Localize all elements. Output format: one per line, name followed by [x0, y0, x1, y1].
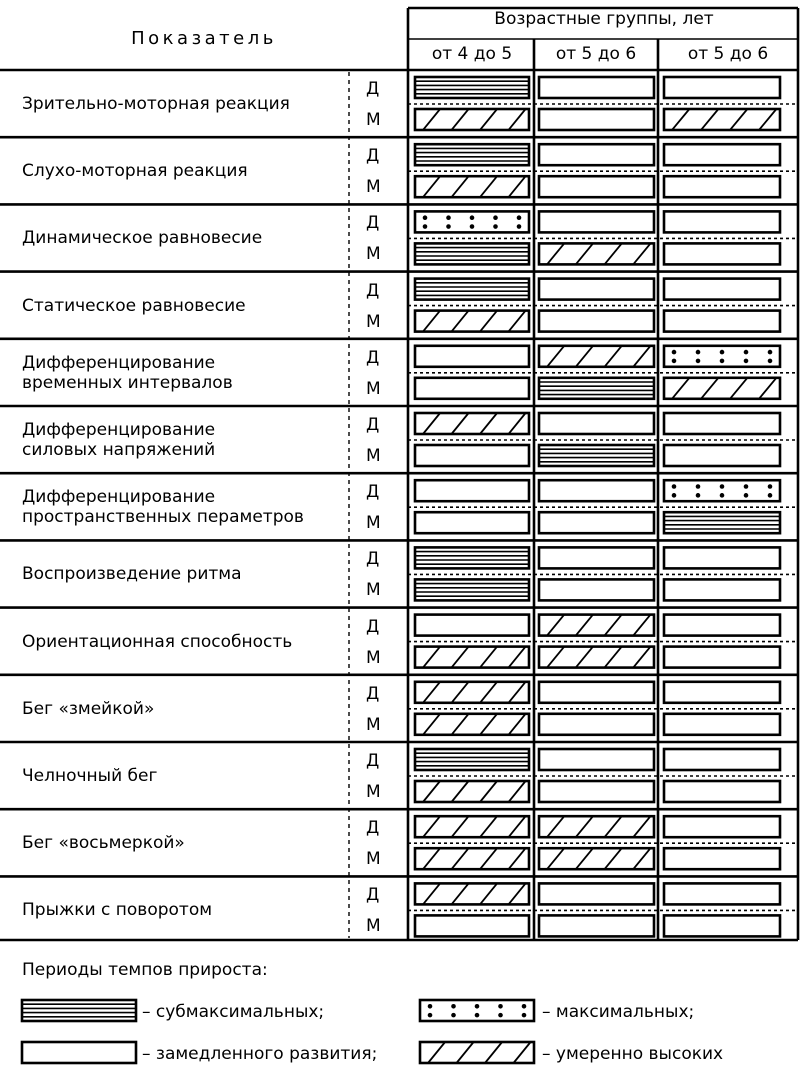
- indicator-header: Показатель: [131, 28, 277, 49]
- girls-label: Д: [366, 79, 380, 99]
- pattern-box: [415, 816, 529, 837]
- pattern-box: [664, 109, 780, 130]
- pattern-box: [664, 279, 780, 300]
- pattern-box: [415, 615, 529, 636]
- pattern-box: [415, 883, 529, 904]
- pattern-box: [415, 176, 529, 197]
- indicator-label: силовых напряжений: [22, 440, 216, 460]
- pattern-box: [539, 579, 654, 600]
- pattern-box: [664, 749, 780, 770]
- pattern-box: [415, 682, 529, 703]
- boys-label: М: [366, 446, 381, 466]
- girls-label: Д: [366, 616, 380, 637]
- indicator-label: Динамическое равновесие: [22, 228, 263, 249]
- pattern-box: [415, 109, 529, 130]
- pattern-box: [415, 749, 529, 770]
- pattern-box: [539, 413, 654, 434]
- boys-label: М: [366, 714, 381, 735]
- pattern-box: [664, 615, 780, 636]
- pattern-box: [664, 781, 780, 802]
- indicator-label: Бег «змейкой»: [22, 698, 155, 719]
- pattern-box: [664, 816, 780, 837]
- indicator-label: Зрительно-моторная реакция: [22, 94, 290, 114]
- pattern-box: [415, 311, 529, 332]
- pattern-box: [664, 346, 780, 367]
- pattern-box: [415, 915, 529, 936]
- pattern-box: [664, 647, 780, 668]
- pattern-box: [539, 883, 654, 904]
- pattern-box: [539, 512, 654, 533]
- pattern-box: [664, 682, 780, 703]
- pattern-box: [539, 915, 654, 936]
- boys-label: М: [366, 311, 381, 332]
- pattern-box: [664, 211, 780, 232]
- pattern-box: [415, 378, 529, 399]
- age-column-header: от 5 до 6: [687, 44, 769, 64]
- pattern-box: [539, 816, 654, 837]
- pattern-box: [664, 144, 780, 165]
- pattern-box: [539, 781, 654, 802]
- pattern-box: [539, 848, 654, 869]
- indicator-label: временных интервалов: [22, 372, 233, 393]
- girls-label: Д: [366, 280, 380, 301]
- girls-label: Д: [366, 818, 380, 839]
- pattern-box: [664, 480, 780, 501]
- legend-text-max: – максимальных;: [542, 1002, 695, 1022]
- age-column-header: от 5 до 6: [555, 44, 637, 64]
- indicator-label: Бег «восьмеркой»: [22, 833, 185, 854]
- pattern-box: [664, 714, 780, 735]
- legend-text-slow: – замедленного развития;: [142, 1044, 378, 1064]
- pattern-box: [415, 211, 529, 232]
- boys-label: М: [366, 580, 381, 601]
- girls-label: Д: [366, 347, 380, 368]
- pattern-box: [664, 579, 780, 600]
- pattern-box: [415, 144, 529, 165]
- pattern-box: [539, 243, 654, 264]
- girls-label: Д: [366, 683, 380, 704]
- pattern-box: [539, 144, 654, 165]
- age-column-header: от 4 до 5: [431, 44, 513, 64]
- legend-text-moderate: – умеренно высоких: [542, 1044, 724, 1064]
- pattern-box: [539, 211, 654, 232]
- pattern-box: [415, 480, 529, 501]
- pattern-box: [415, 445, 529, 466]
- legend-swatch-moderate: [420, 1042, 534, 1063]
- boys-label: М: [366, 916, 381, 937]
- pattern-box: [415, 579, 529, 600]
- pattern-box: [415, 243, 529, 264]
- pattern-box: [415, 647, 529, 668]
- boys-label: М: [366, 110, 381, 130]
- pattern-box: [539, 445, 654, 466]
- pattern-box: [415, 714, 529, 735]
- pattern-box: [664, 413, 780, 434]
- boys-label: М: [366, 177, 381, 198]
- boys-label: М: [366, 513, 381, 534]
- boys-label: М: [366, 647, 381, 668]
- pattern-box: [539, 77, 654, 98]
- pattern-box: [539, 547, 654, 568]
- pattern-box: [539, 749, 654, 770]
- indicator-label: Слухо-моторная реакция: [22, 161, 248, 182]
- pattern-box: [415, 512, 529, 533]
- indicator-label: Челночный бег: [22, 766, 158, 786]
- pattern-box: [539, 279, 654, 300]
- girls-label: Д: [366, 885, 380, 906]
- pattern-box: [539, 647, 654, 668]
- pattern-box: [664, 547, 780, 568]
- indicator-label: Воспроизведение ритма: [22, 564, 242, 585]
- pattern-box: [539, 378, 654, 399]
- legend-swatch-max: [420, 1000, 534, 1021]
- girls-label: Д: [366, 751, 380, 771]
- indicator-label: Дифференцирование: [22, 420, 216, 440]
- girls-label: Д: [366, 213, 380, 234]
- pattern-box: [415, 781, 529, 802]
- pattern-box: [539, 714, 654, 735]
- pattern-box: [664, 176, 780, 197]
- pattern-box: [539, 480, 654, 501]
- girls-label: Д: [366, 146, 380, 167]
- pattern-box: [664, 512, 780, 533]
- pattern-box: [664, 77, 780, 98]
- pattern-box: [539, 615, 654, 636]
- pattern-box: [539, 109, 654, 130]
- pattern-box: [539, 682, 654, 703]
- pattern-box: [415, 279, 529, 300]
- pattern-box: [664, 915, 780, 936]
- legend-swatch-slow: [22, 1042, 136, 1063]
- girls-label: Д: [366, 415, 380, 435]
- indicator-label: Дифференцирование: [22, 352, 216, 373]
- boys-label: М: [366, 244, 381, 265]
- pattern-box: [664, 378, 780, 399]
- legend-caption: Периоды темпов прироста:: [22, 960, 268, 980]
- pattern-box: [664, 311, 780, 332]
- indicator-label: Статическое равновесие: [22, 295, 246, 316]
- legend-text-submax: – субмаксимальных;: [142, 1002, 325, 1022]
- pattern-box: [415, 346, 529, 367]
- legend-swatch-submax: [22, 1000, 136, 1021]
- pattern-box: [415, 77, 529, 98]
- age-groups-header: Возрастные группы, лет: [494, 9, 714, 29]
- pattern-box: [415, 547, 529, 568]
- boys-label: М: [366, 782, 381, 802]
- pattern-box: [539, 176, 654, 197]
- indicator-label: Ориентационная способность: [22, 631, 293, 652]
- pattern-box: [664, 848, 780, 869]
- pattern-box: [664, 445, 780, 466]
- pattern-box: [664, 883, 780, 904]
- indicator-label: Прыжки с поворотом: [22, 900, 213, 921]
- pattern-box: [539, 346, 654, 367]
- pattern-box: [415, 413, 529, 434]
- pattern-box: [415, 848, 529, 869]
- girls-label: Д: [366, 549, 380, 570]
- girls-label: Д: [366, 482, 380, 503]
- indicator-label: пространственных пераметров: [22, 507, 304, 528]
- pattern-box: [539, 311, 654, 332]
- indicator-label: Дифференцирование: [22, 487, 216, 508]
- pattern-box: [664, 243, 780, 264]
- boys-label: М: [366, 849, 381, 870]
- boys-label: М: [366, 378, 381, 399]
